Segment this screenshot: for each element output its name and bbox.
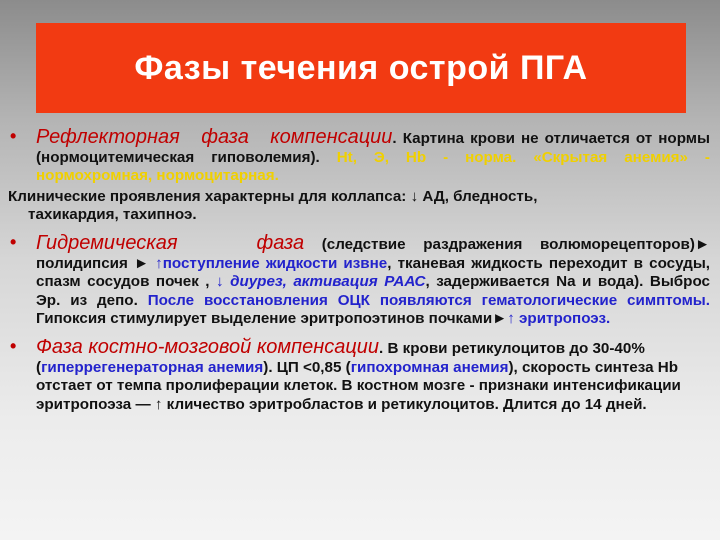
- reflex-phase-highlight: Ht, Э, Hb - норма. «Скрытая анемия» - нормохромная, нормоцитарная.: [36, 148, 710, 185]
- bullet-reflex-phase: [8, 128, 710, 186]
- hydremic-blue-4: ↑ эритропоэз.: [507, 310, 611, 328]
- marrow-phase-heading: Фаза костно-мозговой компенсации: [36, 335, 380, 358]
- slide-content: [8, 128, 710, 414]
- clinical-signs-bp: ↓ АД, бледность,: [410, 187, 538, 205]
- reflex-phase-heading: Рефлекторная фаза компенсации: [36, 126, 393, 148]
- marrow-text-3: ), скорость синтеза Hb отстает от темпа пролиферации клеток. В костном мозге - признаки интенсификации эритропоэза — ↑ кличество эритробластов и ретикулоцитов. Длится до 14 дней.: [36, 358, 681, 413]
- marrow-text-2: ). ЦП <0,85 (: [263, 358, 351, 376]
- slide-title: Фазы течения острой ПГА: [134, 48, 588, 87]
- bullet-icon: •: [10, 231, 17, 252]
- clinical-signs-text: Клинические проявления характерны для коллапса:: [8, 187, 411, 205]
- bullet-hydremic-phase: [8, 231, 711, 329]
- clinical-signs-more: тахикардия, тахипноэ.: [28, 206, 197, 224]
- hydremic-text-1: (следствие раздражения волюморецепторов)► полидипсия ►: [36, 235, 710, 272]
- clinical-signs: [8, 188, 710, 225]
- hydremic-blue-3: После восстановления ОЦК появляются гематологические симптомы.: [147, 291, 710, 309]
- hydremic-text-2: , тканевая жидкость переходит в сосуды, спазм сосудов почек ,: [36, 254, 711, 291]
- bullet-icon: •: [10, 126, 17, 146]
- reflex-phase-text: . Картина крови не отличается от нормы (нормоцитемическая гиповолемия).: [36, 130, 710, 166]
- bullet-marrow-phase: [8, 335, 710, 414]
- marrow-blue-2: гипохромная анемия: [350, 358, 509, 376]
- hydremic-text-4: Гипоксия стимулирует выделение эритропоэтинов почками►: [36, 310, 508, 328]
- title-banner: [36, 23, 686, 113]
- marrow-text-1: . В крови ретикулоцитов до 30-40% (: [36, 339, 645, 376]
- hydremic-blue-1: ↑поступление жидкости извне: [155, 254, 388, 272]
- marrow-blue-1: гиперрегенераторная анемия: [41, 358, 264, 376]
- hydremic-phase-heading: Гидремическая фаза: [36, 231, 305, 254]
- hydremic-blue-2: ↓ диурез, активация РААС: [216, 273, 426, 291]
- bullet-icon: •: [10, 335, 17, 356]
- hydremic-text-3: , задерживается Na и вода). Выброс Эр. из депо.: [36, 273, 710, 309]
